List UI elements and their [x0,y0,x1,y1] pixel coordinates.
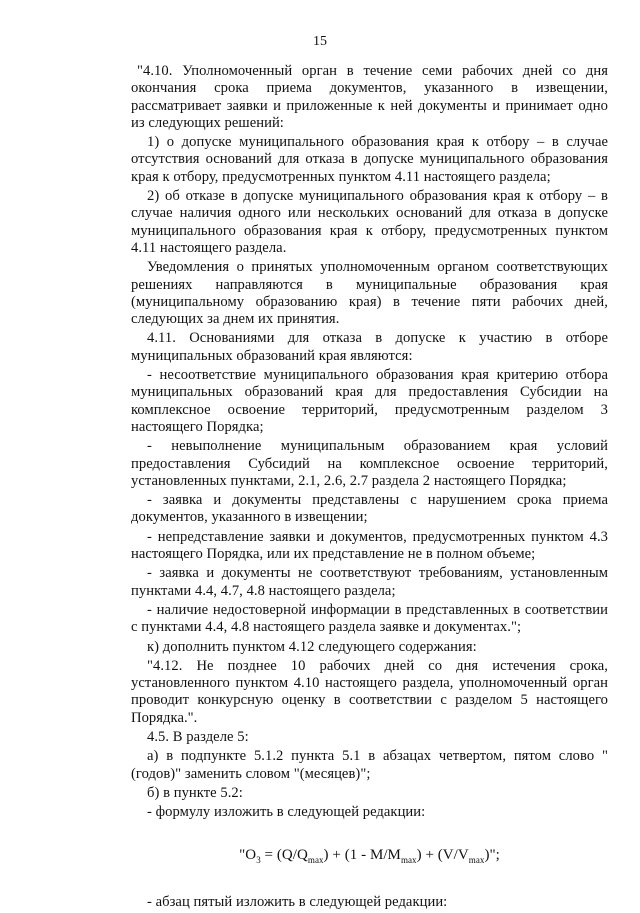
formula-qmax-subscript: max [307,855,324,866]
paragraph-formula-intro: - формулу изложить в следующей редакции: [147,804,426,821]
page-number: 15 [313,34,327,49]
document-body [131,63,608,913]
paragraph-4-5: 4.5. В разделе 5: [147,728,249,745]
paragraph-k: к) дополнить пунктом 4.12 следующего содержания: [147,638,477,655]
formula-part-q: = (Q/Q [260,847,308,864]
formula-mmax-subscript: max [400,855,417,866]
formula-o: О [245,847,257,864]
formula-part-m: ) + (1 - M/M [323,847,401,864]
formula-vmax-subscript: max [468,855,485,866]
paragraph-notifications: Уведомления о принятых уполномоченным органом соответствующих решениях направляются в муниципальные образования края (муниципальному образованию края) в течение пяти рабочих дней, следующих за днем их принятия. [131,259,608,328]
paragraph-decision-2: 2) об отказе в допуске муниципального образования края к отбору – в случае наличия одного или нескольких оснований для отказа в допуске муниципального образования края к отбору, предусмотренных пунктом 4.11 настоящего раздела. [131,188,608,256]
paragraph-b: б) в пункте 5.2: [147,784,243,801]
formula-o-subscript: 3 [256,855,261,866]
paragraph-last: - абзац пятый изложить в следующей редакции: [147,893,448,910]
list-item-criteria: - несоответствие муниципального образования края критерию отбора муниципальных образований края для предоставления Субсидии на комплексное освоение территорий, предусмотренным разделом 3 настоящего Порядка; [131,367,608,435]
list-item-non-submission: - непредставление заявки и документов, предусмотренных пунктом 4.3 настоящего Порядка, или их представление не в полном объеме; [131,528,608,563]
paragraph-4-11: 4.11. Основаниями для отказа в допуске к участию в отборе муниципальных образований края являются: [131,330,608,364]
paragraph-decision-1: 1) о допуске муниципального образования края к отбору – в случае отсутствия оснований для отказа в допуске муниципального образования края к отбору, предусмотренных пунктом 4.11 настоящего раздела; [131,134,608,185]
paragraph-a: а) в подпункте 5.1.2 пункта 5.1 в абзацах четвертом, пятом слово "(годов)" заменить словом "(месяцев)"; [131,748,608,782]
formula [131,847,608,869]
list-item-conditions: - невыполнение муниципальным образованием края условий предоставления Субсидий на комплексное освоение территорий, установленных пунктами, 2.1, 2.6, 2.7 раздела 2 настоящего Порядка; [131,438,608,489]
list-item-requirements: - заявка и документы не соответствуют требованиям, установленным пунктами 4.4, 4.7, 4.8 настоящего раздела; [131,565,608,599]
paragraph-4-12: "4.12. Не позднее 10 рабочих дней со дня истечения срока, установленного пунктом 4.10 настоящего раздела, уполномоченный орган проводит конкурсную оценку в соответствии с разделом 5 настоящего Порядка.". [131,657,608,726]
list-item-false-info: - наличие недостоверной информации в представленных в соответствии с пунктами 4.4, 4.8 настоящего раздела заявке и документах."; [131,601,608,636]
paragraph-4-10: "4.10. Уполномоченный орган в течение семи рабочих дней со дня окончания срока приема документов, указанного в извещении, рассматривает заявки и приложенные к ней документы и принимает одно из следующих решений: [131,63,608,131]
formula-part-v: ) + (V/V [416,847,469,864]
formula-open-quote: " [239,847,246,864]
formula-close: )"; [484,847,500,864]
list-item-deadline: - заявка и документы представлены с нарушением срока приема документов, указанного в извещении; [131,492,608,526]
